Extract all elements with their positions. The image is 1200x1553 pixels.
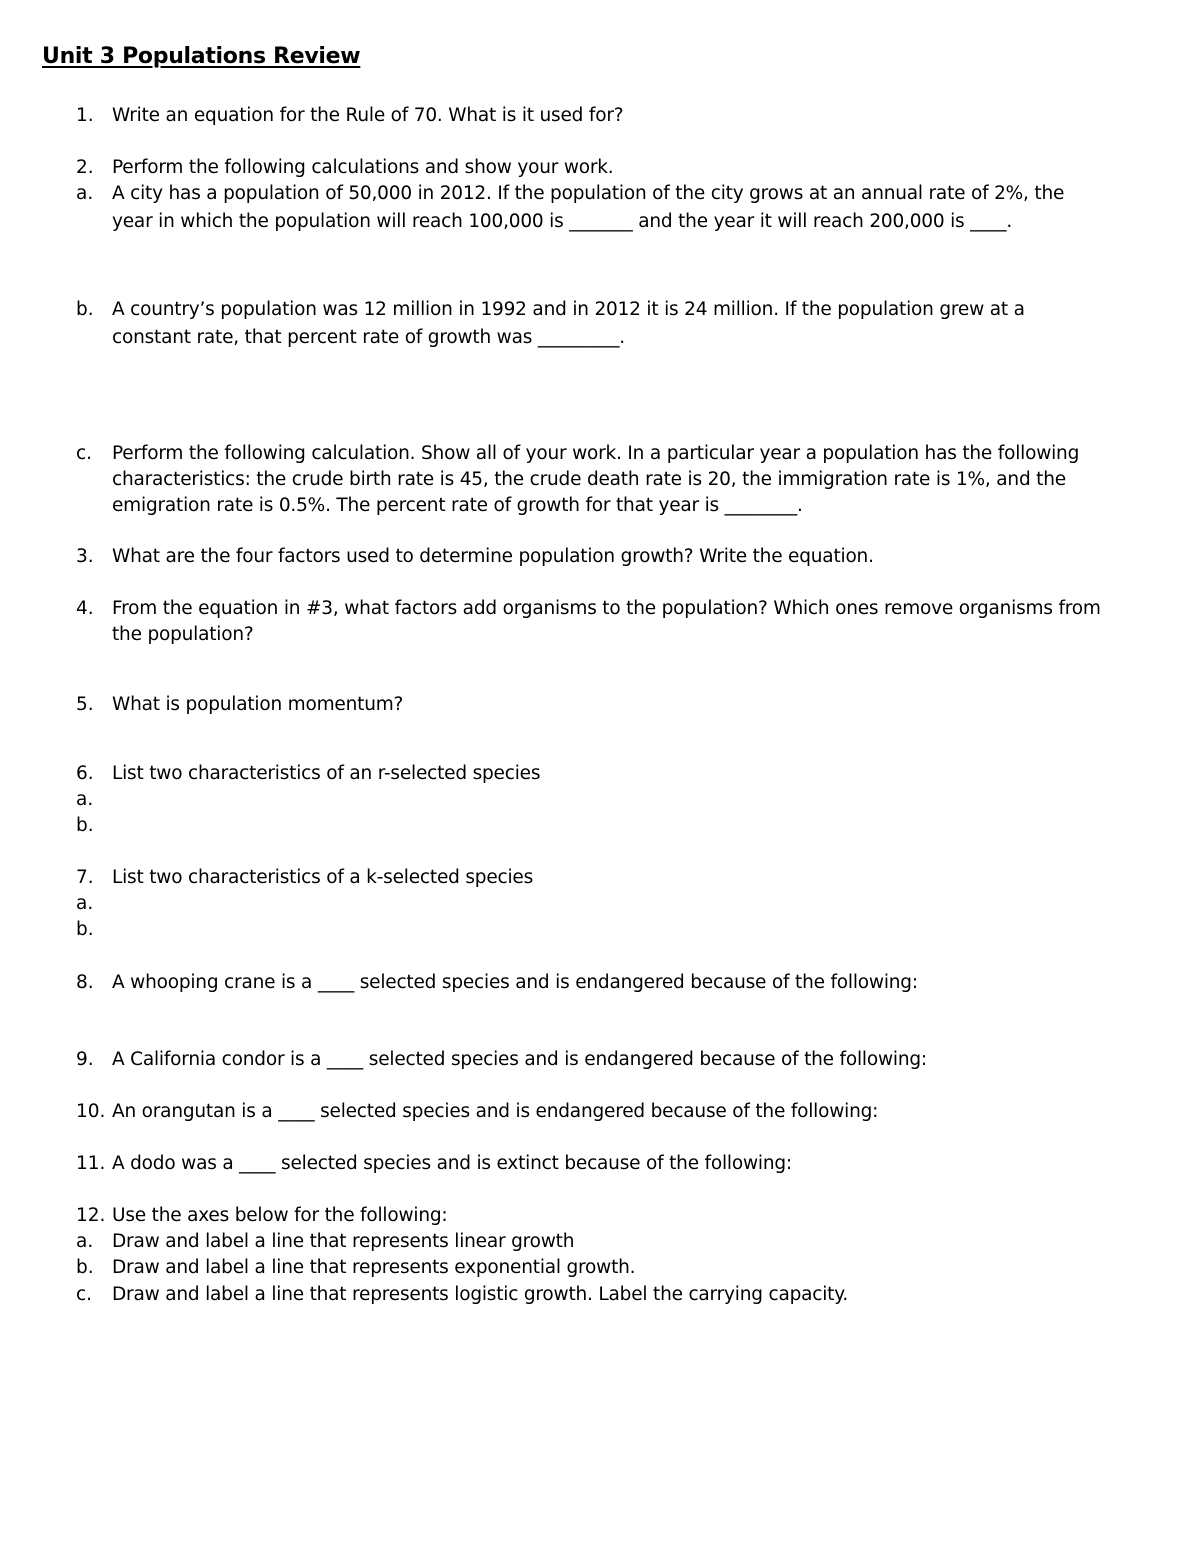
q12a-text: Draw and label a line that represents linear growth <box>112 1231 575 1252</box>
q7-number: 7. <box>76 867 94 888</box>
q6b-label: b. <box>76 815 94 836</box>
q2a-label: a. <box>76 183 94 204</box>
q8-text: A whooping crane is a ____ selected species and is endangered because of the following: <box>112 972 918 993</box>
q5-text: What is population momentum? <box>112 694 404 715</box>
q2c-line3: emigration rate is 0.5%. The percent rate of growth for that year is ________. <box>112 495 803 516</box>
q2-text: Perform the following calculations and show your work. <box>112 157 614 178</box>
q12-text: Use the axes below for the following: <box>112 1205 448 1226</box>
q6-text: List two characteristics of an r-selected species <box>112 763 541 784</box>
q7-text: List two characteristics of a k-selected species <box>112 867 534 888</box>
q6-number: 6. <box>76 763 94 784</box>
q12b-label: b. <box>76 1257 94 1278</box>
q2-number: 2. <box>76 157 94 178</box>
q2b-line1: A country’s population was 12 million in 1992 and in 2012 it is 24 million. If the population grew at a <box>112 299 1025 320</box>
q1-number: 1. <box>76 105 94 126</box>
q9-text: A California condor is a ____ selected species and is endangered because of the following: <box>112 1049 927 1070</box>
q2b-label: b. <box>76 299 94 320</box>
q12c-text: Draw and label a line that represents logistic growth. Label the carrying capacity. <box>112 1284 849 1305</box>
q12c-label: c. <box>76 1284 93 1305</box>
q9-number: 9. <box>76 1049 94 1070</box>
q4-number: 4. <box>76 598 94 619</box>
q6a-label: a. <box>76 789 94 810</box>
q2c-label: c. <box>76 443 93 464</box>
q2c-line1: Perform the following calculation. Show all of your work. In a particular year a population has the following <box>112 443 1080 464</box>
q5-number: 5. <box>76 694 94 715</box>
q4-line1: From the equation in #3, what factors add organisms to the population? Which ones remove organisms from <box>112 598 1101 619</box>
q2c-line2: characteristics: the crude birth rate is 45, the crude death rate is 20, the immigration rate is 1%, and the <box>112 469 1066 490</box>
q11-text: A dodo was a ____ selected species and is extinct because of the following: <box>112 1153 792 1174</box>
q2a-line2: year in which the population will reach 100,000 is _______ and the year it will reach 200,000 is ____. <box>112 211 1013 232</box>
q10-number: 10. <box>76 1101 106 1122</box>
q7a-label: a. <box>76 893 94 914</box>
q10-text: An orangutan is a ____ selected species and is endangered because of the following: <box>112 1101 879 1122</box>
page-title: Unit 3 Populations Review <box>42 44 361 69</box>
q3-text: What are the four factors used to determine population growth? Write the equation. <box>112 546 874 567</box>
q2b-line2: constant rate, that percent rate of growth was _________. <box>112 327 625 348</box>
q12-number: 12. <box>76 1205 106 1226</box>
q11-number: 11. <box>76 1153 106 1174</box>
q4-line2: the population? <box>112 624 254 645</box>
q2a-line1: A city has a population of 50,000 in 2012. If the population of the city grows at an annual rate of 2%, the <box>112 183 1065 204</box>
q1-text: Write an equation for the Rule of 70. What is it used for? <box>112 105 624 126</box>
q12a-label: a. <box>76 1231 94 1252</box>
q3-number: 3. <box>76 546 94 567</box>
q8-number: 8. <box>76 972 94 993</box>
q7b-label: b. <box>76 919 94 940</box>
q12b-text: Draw and label a line that represents exponential growth. <box>112 1257 636 1278</box>
